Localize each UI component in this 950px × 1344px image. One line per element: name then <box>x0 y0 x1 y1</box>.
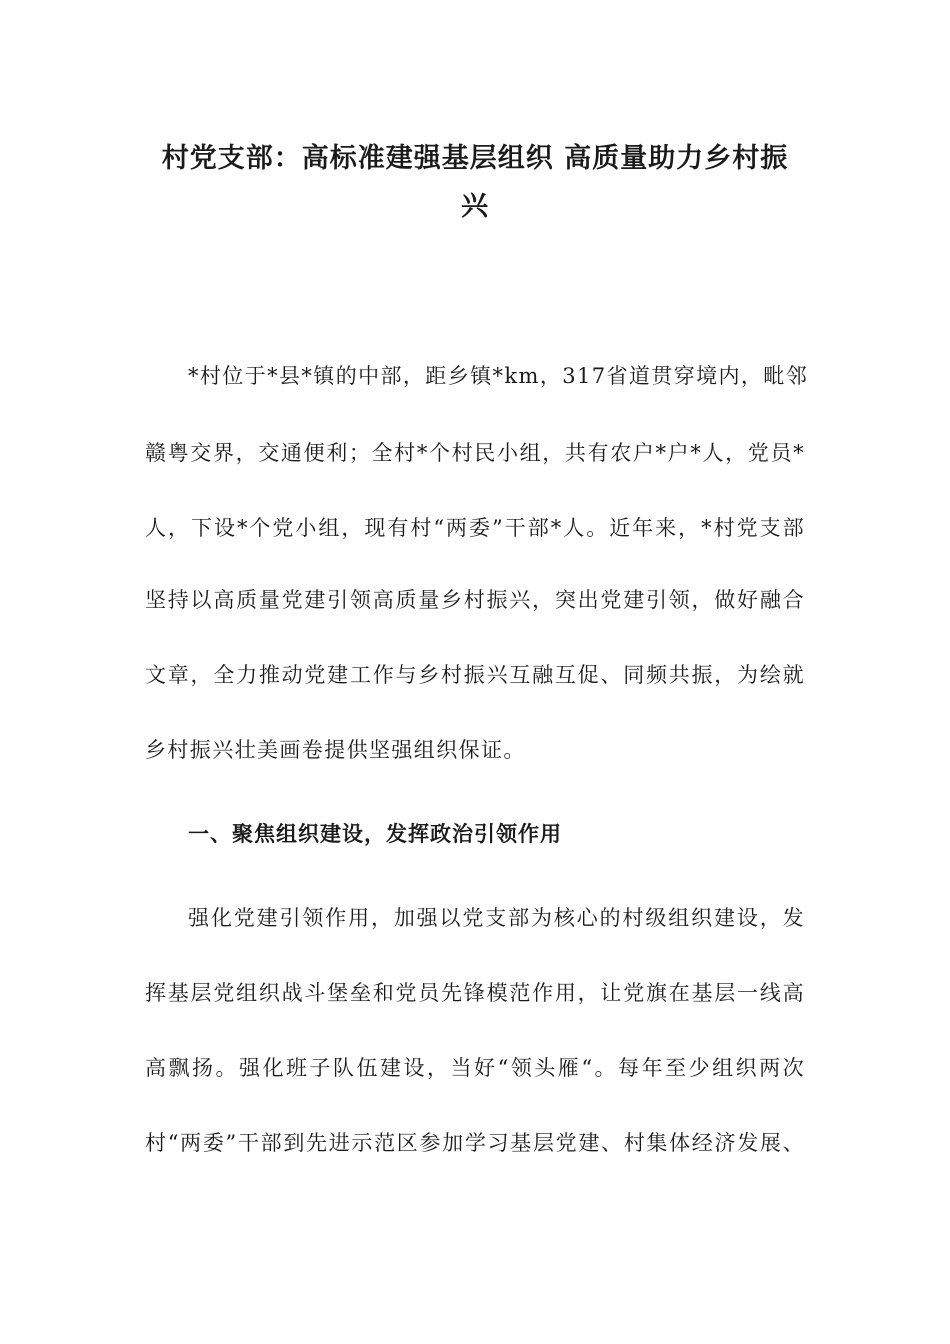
paragraph-1-line-5: 文章，全力推动党建工作与乡村振兴互融互促、同频共振，为绘就 <box>145 663 805 687</box>
paragraph-2-line-1: 强化党建引领作用，加强以党支部为核心的村级组织建设，发 <box>188 906 805 930</box>
section-1-heading: 一、聚焦组织建设，发挥政治引领作用 <box>188 822 562 846</box>
paragraph-2-line-2: 挥基层党组织战斗堡垒和党员先锋模范作用，让党旗在基层一线高 <box>145 981 805 1005</box>
paragraph-2-line-4: 村“两委”干部到先进示范区参加学习基层党建、村集体经济发展、 <box>145 1131 805 1155</box>
paragraph-1-line-2: 赣粤交界，交通便利；全村*个村民小组，共有农户*户*人，党员* <box>145 441 805 465</box>
document-title-line-2: 兴 <box>461 191 489 222</box>
paragraph-2-line-3: 高飘扬。强化班子队伍建设，当好“领头雁“。每年至少组织两次 <box>145 1056 805 1080</box>
paragraph-1-line-1: *村位于*县*镇的中部，距乡镇*km，317省道贯穿境内，毗邻 <box>188 364 809 388</box>
paragraph-1-line-6: 乡村振兴壮美画卷提供坚强组织保证。 <box>145 738 526 762</box>
paragraph-1-line-3: 人，下设*个党小组，现有村“两委”干部*人。近年来，*村党支部 <box>145 516 805 540</box>
document-title-line-1: 村党支部：高标准建强基层组织 高质量助力乡村振 <box>161 143 789 174</box>
paragraph-1-line-4: 坚持以高质量党建引领高质量乡村振兴，突出党建引领，做好融合 <box>145 588 805 612</box>
